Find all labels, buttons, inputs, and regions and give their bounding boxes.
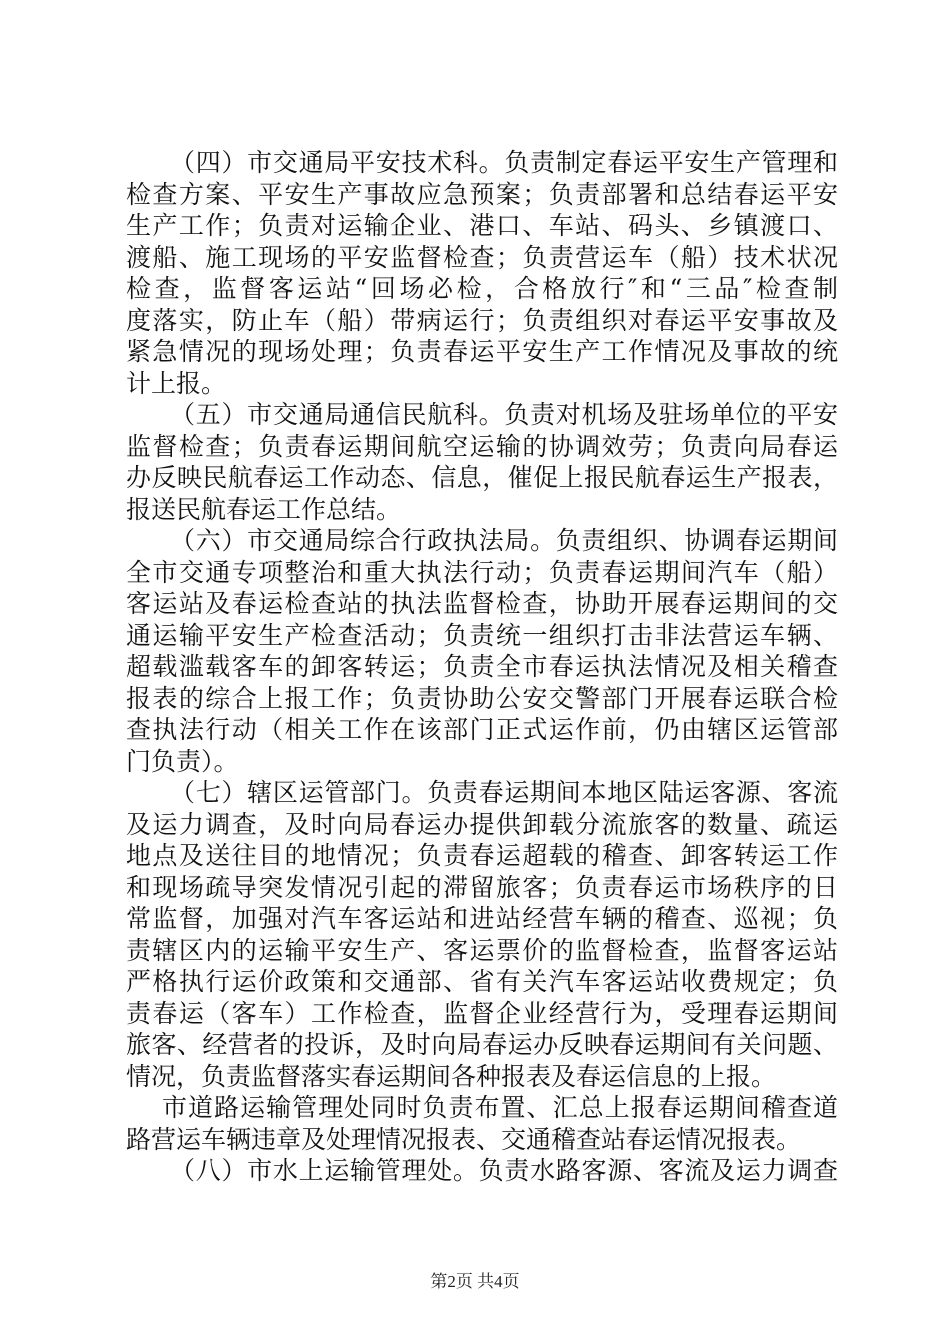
- text-line: （七）辖区运管部门。负责春运期间本地区陆运客源、客流: [170, 778, 838, 807]
- text-line: 报表的综合上报工作；负责协助公安交警部门开展春运联合检: [126, 683, 838, 713]
- text-line: 生产工作；负责对运输企业、港口、车站、码头、乡镇渡口、: [126, 211, 838, 240]
- page-footer: 第2页 共4页: [430, 1272, 520, 1291]
- text-line: 全市交通专项整治和重大执法行动；负责春运期间汽车（船）: [126, 557, 838, 587]
- text-line: 查执法行动（相关工作在该部门正式运作前，仍由辖区运管部: [126, 715, 838, 744]
- paragraph: [126, 777, 838, 1092]
- text-line: 责辖区内的运输平安生产、客运票价的监督检查，监督客运站: [126, 935, 838, 965]
- paragraph: [126, 1155, 838, 1187]
- text-line: 计上报。: [126, 368, 227, 398]
- paragraph: [126, 399, 838, 525]
- text-line: 度落实，防止车（船）带病运行；负责组织对春运平安事故及: [126, 305, 838, 335]
- text-line: （六）市交通局综合行政执法局。负责组织、协调春运期间: [170, 526, 838, 555]
- text-line: 检查，监督客运站“回场必检，合格放行″和“三品″检查制: [126, 274, 838, 303]
- text-line: （八）市水上运输管理处。负责水路客源、客流及运力调查: [170, 1156, 838, 1185]
- paragraph: [126, 525, 838, 777]
- text-line: （五）市交通局通信民航科。负责对机场及驻场单位的平安: [170, 400, 838, 429]
- text-line: 路营运车辆违章及处理情况报表、交通稽查站春运情况报表。: [126, 1124, 802, 1154]
- text-line: 报送民航春运工作总结。: [126, 494, 402, 524]
- paragraph: [126, 1092, 838, 1155]
- text-line: 渡船、施工现场的平安监督检查；负责营运车（船）技术状况: [126, 242, 838, 272]
- text-line: 情况，负责监督落实春运期间各种报表及春运信息的上报。: [126, 1061, 777, 1091]
- text-line: 超载滥载客车的卸客转运；负责全市春运执法情况及相关稽查: [126, 652, 838, 681]
- text-line: 和现场疏导突发情况引起的滞留旅客；负责春运市场秩序的日: [126, 872, 838, 902]
- text-line: 市道路运输管理处同时负责布置、汇总上报春运期间稽查道: [162, 1093, 838, 1122]
- paragraph: [126, 147, 838, 399]
- text-line: 常监督，加强对汽车客运站和进站经营车辆的稽查、巡视；负: [126, 904, 838, 933]
- text-line: 办反映民航春运工作动态、信息，催促上报民航春运生产报表，: [126, 463, 838, 492]
- text-line: 地点及送往目的地情况；负责春运超载的稽查、卸客转运工作: [126, 841, 838, 870]
- text-line: 通运输平安生产检查活动；负责统一组织打击非法营运车辆、: [126, 620, 838, 650]
- text-line: 门负责）。: [126, 746, 239, 776]
- text-line: 监督检查；负责春运期间航空运输的协调效劳；负责向局春运: [126, 431, 838, 461]
- text-line: 责春运（客车）工作检查，监督企业经营行为，受理春运期间: [126, 998, 838, 1028]
- text-line: 客运站及春运检查站的执法监督检查，协助开展春运期间的交: [126, 589, 838, 618]
- text-line: 严格执行运价政策和交通部、省有关汽车客运站收费规定；负: [126, 967, 838, 996]
- document-body: [126, 147, 838, 1187]
- text-line: （四）市交通局平安技术科。负责制定春运平安生产管理和: [170, 148, 838, 177]
- text-line: 及运力调查，及时向局春运办提供卸载分流旅客的数量、疏运: [126, 809, 838, 839]
- text-line: 检查方案、平安生产事故应急预案；负责部署和总结春运平安: [126, 179, 838, 209]
- text-line: 紧急情况的现场处理；负责春运平安生产工作情况及事故的统: [126, 337, 838, 366]
- text-line: 旅客、经营者的投诉，及时向局春运办反映春运期间有关问题、: [126, 1030, 838, 1059]
